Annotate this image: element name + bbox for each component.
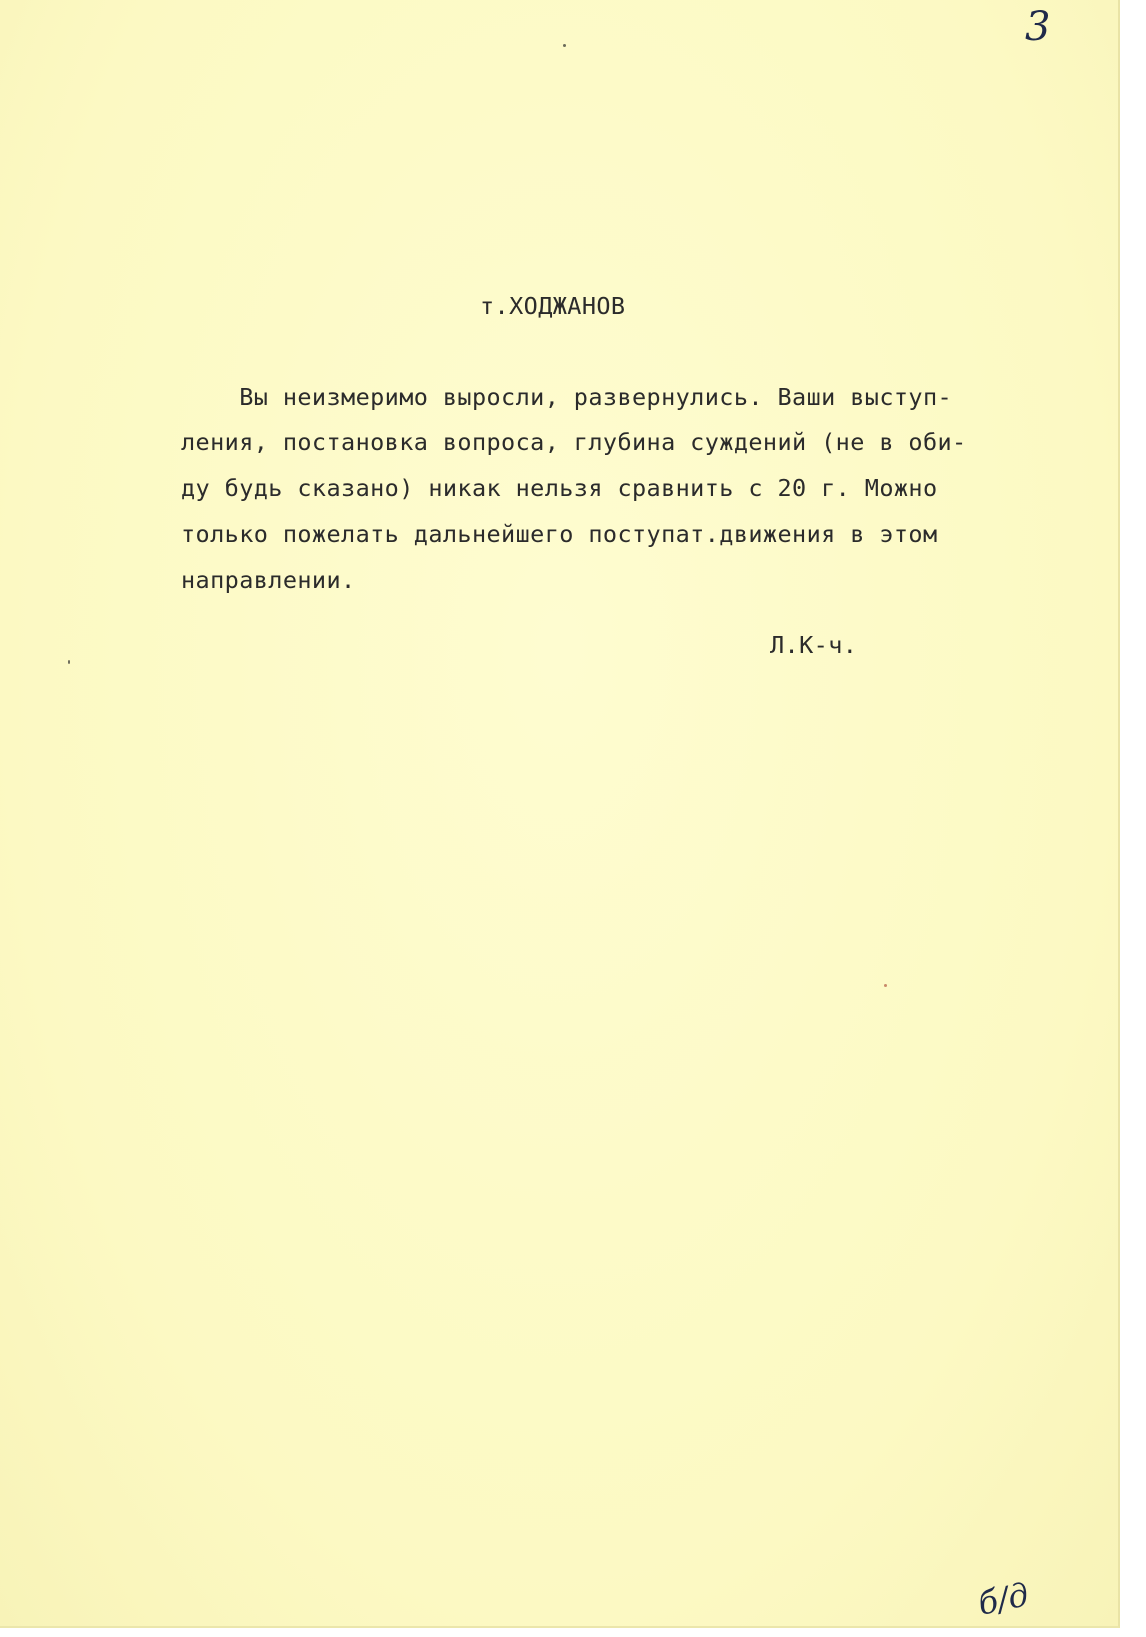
handwritten-archive-mark: б/д [974,1575,1032,1623]
body-line-3: ду будь сказано) никак нельзя сравнить с 20 г. Можно [181,474,938,502]
signature-initials: Л.К-ч. [770,631,858,659]
paper-speck [884,984,887,987]
body-line-5: направлении. [181,566,356,594]
body-line-2: ления, постановка вопроса, глубина суждений (не в оби- [181,428,967,456]
body-line-1: Вы неизмеримо выросли, развернулись. Ваши выступ- [181,383,953,411]
paper-speck [68,660,70,664]
body-line-4: только пожелать дальнейшего поступат.движения в этом [181,520,938,548]
addressee-title: т.ХОДЖАНОВ [480,292,626,320]
handwritten-page-number: 3 [1025,4,1051,50]
paper-speck [563,44,566,47]
